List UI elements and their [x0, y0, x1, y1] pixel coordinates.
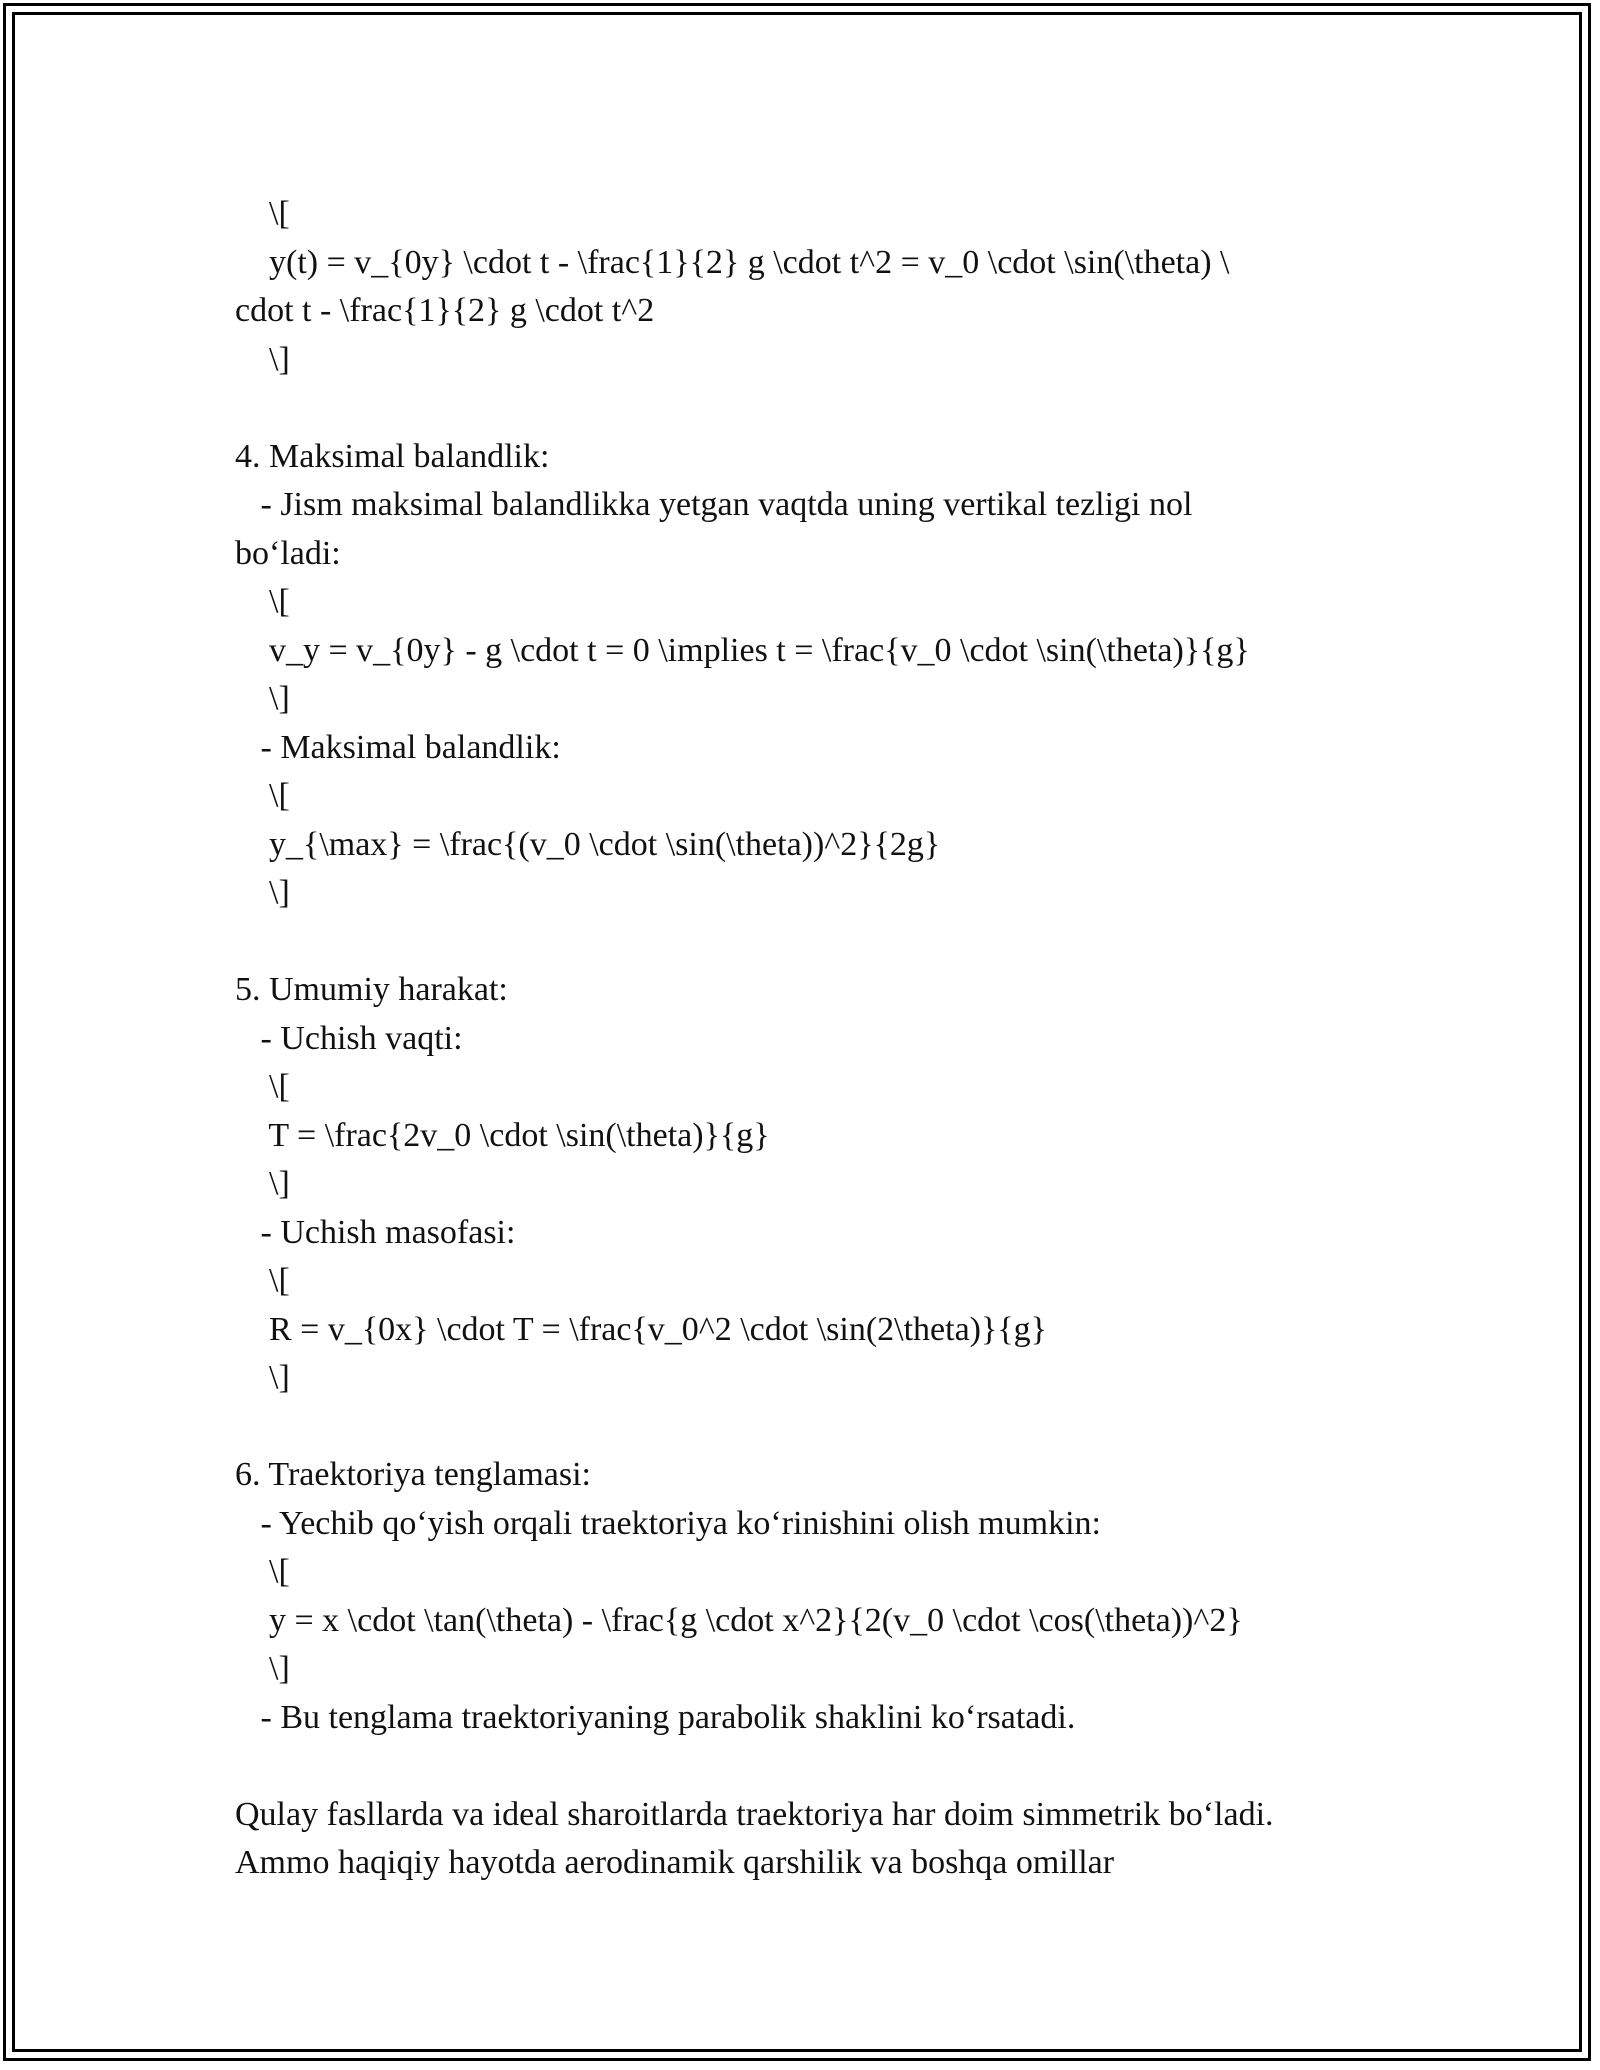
closing-paragraph-line: Qulay fasllarda va ideal sharoitlarda traektoriya har doim simmetrik bo‘ladi.: [235, 1795, 1274, 1833]
text-line: - Yechib qo‘yish orqali traektoriya ko‘rinishini olish mumkin:: [235, 1504, 1101, 1542]
section-heading-4: 4. Maksimal balandlik:: [235, 437, 550, 475]
text-line: \]: [235, 1165, 290, 1202]
text-line: - Maksimal balandlik:: [235, 728, 561, 766]
blank-line: [235, 1742, 1375, 1791]
text-line: cdot t - \frac{1}{2} g \cdot t^2: [235, 292, 655, 329]
document-body: [235, 190, 1375, 1888]
text-line: \[: [235, 195, 290, 232]
text-line: \[: [235, 583, 290, 620]
text-line: - Uchish masofasi:: [235, 1213, 516, 1251]
blank-line: [235, 1403, 1375, 1452]
text-line: R = v_{0x} \cdot T = \frac{v_0^2 \cdot \sin(2\theta)}{g}: [235, 1310, 1047, 1348]
text-line: - Jism maksimal balandlikka yetgan vaqtda uning vertikal tezligi nol: [235, 486, 1193, 523]
text-line: \[: [235, 1068, 290, 1105]
text-line: y(t) = v_{0y} \cdot t - \frac{1}{2} g \cdot t^2 = v_0 \cdot \sin(\theta) \: [235, 243, 1230, 281]
text-line: \[: [235, 1553, 290, 1590]
text-line: bo‘ladi:: [235, 534, 341, 572]
closing-paragraph-line: Ammo haqiqiy hayotda aerodinamik qarshilik va boshqa omillar: [235, 1844, 1115, 1881]
blank-line: [235, 384, 1375, 433]
text-line: y = x \cdot \tan(\theta) - \frac{g \cdot x^2}{2(v_0 \cdot \cos(\theta))^2}: [235, 1601, 1243, 1639]
text-line: \[: [235, 777, 290, 814]
text-line: \]: [235, 874, 290, 911]
text-line: - Uchish vaqti:: [235, 1019, 463, 1057]
text-line: - Bu tenglama traektoriyaning parabolik shaklini ko‘rsatadi.: [235, 1698, 1076, 1736]
text-line: \]: [235, 1650, 290, 1687]
text-line: v_y = v_{0y} - g \cdot t = 0 \implies t = \frac{v_0 \cdot \sin(\theta)}{g}: [235, 631, 1250, 669]
section-heading-5: 5. Umumiy harakat:: [235, 971, 508, 1008]
blank-line: [235, 918, 1375, 967]
section-heading-6: 6. Traektoriya tenglamasi:: [235, 1456, 592, 1493]
text-line: y_{\max} = \frac{(v_0 \cdot \sin(\theta))^2}{2g}: [235, 825, 941, 863]
text-line: \]: [235, 340, 290, 378]
text-line: \]: [235, 1359, 290, 1396]
text-line: T = \frac{2v_0 \cdot \sin(\theta)}{g}: [235, 1116, 770, 1154]
text-line: \]: [235, 680, 290, 717]
text-line: \[: [235, 1262, 290, 1299]
